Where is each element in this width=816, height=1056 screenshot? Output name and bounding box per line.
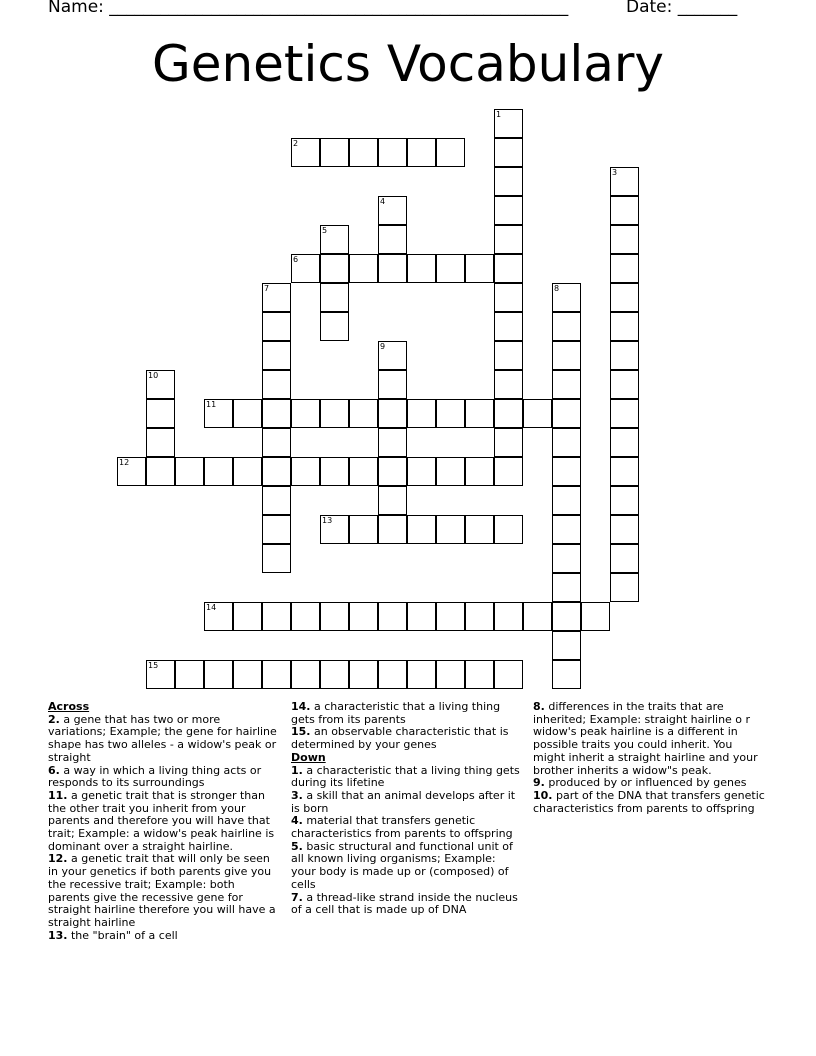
clue-item [291, 815, 523, 840]
clue-item-text: produced by or influenced by genes [544, 776, 747, 790]
across-clue-list [48, 714, 280, 943]
clue-item-text: an observable characteristic that is determined by your genes [291, 725, 509, 752]
clue-number: 1 [496, 110, 502, 119]
grid-cell[interactable] [552, 457, 581, 486]
grid-cell[interactable] [146, 399, 175, 428]
grid-cell[interactable] [436, 138, 465, 167]
grid-cell[interactable] [552, 573, 581, 602]
grid-cell[interactable] [552, 312, 581, 341]
grid-cell[interactable] [146, 660, 175, 689]
grid-cell[interactable] [233, 457, 262, 486]
grid-cell[interactable] [378, 515, 407, 544]
grid-cell[interactable] [378, 138, 407, 167]
grid-cell[interactable] [552, 283, 581, 312]
clue-item-text: part of the DNA that transfers genetic characteristics from parents to offspring [533, 788, 765, 815]
down-clue-list [291, 765, 523, 917]
grid-cell[interactable] [407, 602, 436, 631]
clue-item [48, 853, 280, 929]
grid-cell[interactable] [465, 602, 494, 631]
grid-cell[interactable] [262, 312, 291, 341]
grid-cell[interactable] [378, 399, 407, 428]
grid-cell[interactable] [494, 602, 523, 631]
clue-item-number: 10. [533, 788, 553, 802]
grid-cell[interactable] [494, 283, 523, 312]
grid-cell[interactable] [610, 254, 639, 283]
grid-cell[interactable] [233, 399, 262, 428]
grid-cell[interactable] [291, 457, 320, 486]
grid-cell[interactable] [204, 399, 233, 428]
grid-cell[interactable] [349, 254, 378, 283]
clue-item-text: a skill that an animal develops after it is born [291, 788, 516, 815]
clue-item [48, 765, 280, 790]
grid-cell[interactable] [117, 457, 146, 486]
grid-cell[interactable] [407, 138, 436, 167]
grid-cell[interactable] [610, 515, 639, 544]
name-field: Name: ______________________________________________________ [48, 0, 569, 17]
grid-cell[interactable] [552, 660, 581, 689]
grid-cell[interactable] [349, 138, 378, 167]
grid-cell[interactable] [175, 660, 204, 689]
grid-cell[interactable] [436, 660, 465, 689]
grid-cell[interactable] [262, 457, 291, 486]
clue-number: 15 [148, 661, 159, 670]
grid-cell[interactable] [320, 225, 349, 254]
grid-cell[interactable] [291, 254, 320, 283]
grid-cell[interactable] [494, 225, 523, 254]
grid-cell[interactable] [320, 457, 349, 486]
clue-item-number: 13. [48, 928, 68, 942]
grid-cell[interactable] [494, 109, 523, 138]
clue-number: 2 [293, 139, 299, 148]
grid-cell[interactable] [610, 544, 639, 573]
grid-cell[interactable] [436, 399, 465, 428]
grid-cell[interactable] [262, 399, 291, 428]
grid-cell[interactable] [262, 544, 291, 573]
grid-cell[interactable] [262, 515, 291, 544]
date-field: Date: _______ [626, 0, 738, 17]
grid-cell[interactable] [320, 660, 349, 689]
page-title: Genetics Vocabulary [151, 35, 665, 93]
clue-number: 4 [380, 197, 386, 206]
clue-item [291, 790, 523, 815]
grid-cell[interactable] [610, 225, 639, 254]
clue-item [48, 714, 280, 765]
clue-item-number: 12. [48, 852, 68, 866]
clue-item-text: a characteristic that a living thing gets during its lifetine [291, 763, 520, 790]
grid-cell[interactable] [262, 370, 291, 399]
across-heading: Across [48, 700, 90, 713]
clue-number: 9 [380, 342, 386, 351]
grid-cell[interactable] [320, 138, 349, 167]
grid-cell[interactable] [349, 457, 378, 486]
grid-cell[interactable] [291, 399, 320, 428]
grid-cell[interactable] [146, 428, 175, 457]
grid-cell[interactable] [610, 486, 639, 515]
grid-cell[interactable] [552, 515, 581, 544]
grid-cell[interactable] [349, 515, 378, 544]
grid-cell[interactable] [581, 602, 610, 631]
grid-cell[interactable] [262, 341, 291, 370]
grid-cell[interactable] [146, 370, 175, 399]
clue-number: 8 [554, 284, 560, 293]
grid-cell[interactable] [494, 312, 523, 341]
grid-cell[interactable] [378, 602, 407, 631]
grid-cell[interactable] [494, 370, 523, 399]
grid-cell[interactable] [204, 457, 233, 486]
grid-cell[interactable] [175, 457, 204, 486]
grid-cell[interactable] [146, 457, 175, 486]
grid-cell[interactable] [552, 399, 581, 428]
grid-cell[interactable] [378, 428, 407, 457]
grid-cell[interactable] [262, 486, 291, 515]
clue-item [533, 790, 765, 815]
clue-item-number: 5. [291, 839, 303, 853]
grid-cell[interactable] [349, 399, 378, 428]
grid-cell[interactable] [494, 138, 523, 167]
grid-cell[interactable] [610, 370, 639, 399]
grid-cell[interactable] [610, 167, 639, 196]
clue-item [533, 701, 765, 777]
grid-cell[interactable] [610, 399, 639, 428]
clue-item-number: 7. [291, 890, 303, 904]
grid-cell[interactable] [378, 225, 407, 254]
grid-cell[interactable] [262, 283, 291, 312]
grid-cell[interactable] [407, 515, 436, 544]
grid-cell[interactable] [349, 660, 378, 689]
grid-cell[interactable] [494, 341, 523, 370]
grid-cell[interactable] [320, 283, 349, 312]
clue-item [291, 892, 523, 917]
grid-cell[interactable] [465, 254, 494, 283]
grid-cell[interactable] [552, 631, 581, 660]
grid-cell[interactable] [436, 515, 465, 544]
grid-cell[interactable] [262, 428, 291, 457]
grid-cell[interactable] [233, 660, 262, 689]
grid-cell[interactable] [320, 254, 349, 283]
clues-column-3 [533, 701, 765, 815]
clue-number: 11 [206, 400, 217, 409]
grid-cell[interactable] [291, 602, 320, 631]
grid-cell[interactable] [436, 457, 465, 486]
grid-cell[interactable] [465, 399, 494, 428]
grid-cell[interactable] [378, 370, 407, 399]
clue-number: 3 [612, 168, 618, 177]
clue-number: 12 [119, 458, 130, 467]
grid-cell[interactable] [378, 341, 407, 370]
grid-cell[interactable] [552, 602, 581, 631]
grid-cell[interactable] [262, 602, 291, 631]
clue-item-number: 4. [291, 814, 303, 828]
grid-cell[interactable] [436, 254, 465, 283]
clue-item-text: basic structural and functional unit of all known living organisms; Example: your body is made up or (composed) of cells [291, 839, 513, 891]
clue-item [291, 765, 523, 790]
grid-cell[interactable] [407, 457, 436, 486]
clue-item [291, 841, 523, 892]
grid-cell[interactable] [407, 660, 436, 689]
grid-cell[interactable] [320, 602, 349, 631]
clue-number: 14 [206, 603, 217, 612]
grid-cell[interactable] [610, 341, 639, 370]
grid-cell[interactable] [610, 196, 639, 225]
clue-item-text: a thread-like strand inside the nucleus of a cell that is made up of DNA [291, 890, 518, 917]
grid-cell[interactable] [465, 660, 494, 689]
grid-cell[interactable] [204, 660, 233, 689]
grid-cell[interactable] [494, 254, 523, 283]
clue-item-text: a gene that has two or more variations; Example; the gene for hairline shape has two alleles - a widow's peak or straight [48, 712, 277, 764]
grid-cell[interactable] [320, 312, 349, 341]
grid-cell[interactable] [610, 428, 639, 457]
clue-number: 10 [148, 371, 159, 380]
grid-cell[interactable] [291, 660, 320, 689]
grid-cell[interactable] [320, 399, 349, 428]
clue-item-number: 9. [533, 776, 545, 790]
down-heading: Down [291, 750, 326, 764]
clue-item-number: 6. [48, 763, 60, 777]
clue-item-text: a characteristic that a living thing gets from its parents [291, 700, 501, 726]
grid-cell[interactable] [262, 660, 291, 689]
clue-number: 7 [264, 284, 270, 293]
grid-cell[interactable] [552, 428, 581, 457]
grid-cell[interactable] [494, 399, 523, 428]
clue-item-text: a way in which a living thing acts or responds to its surroundings [48, 763, 262, 790]
clue-item-text: a genetic trait that will only be seen in your genetics if both parents give you the recessive trait; Example: both parents give the recessive gene for straight hairline therefore you will have a straight hairline [48, 852, 276, 929]
clue-item-number: 15. [291, 725, 311, 739]
grid-cell[interactable] [349, 602, 378, 631]
grid-cell[interactable] [523, 399, 552, 428]
grid-cell[interactable] [233, 602, 262, 631]
grid-cell[interactable] [320, 515, 349, 544]
clue-item-text: a genetic trait that is stronger than the other trait you inherit from your parents and therefore you will have that trait; Example: a widow's peak hairline is dominant over a straight hairline. [48, 788, 275, 853]
grid-cell[interactable] [465, 515, 494, 544]
clue-item [291, 726, 523, 751]
grid-cell[interactable] [204, 602, 233, 631]
grid-cell[interactable] [378, 457, 407, 486]
grid-cell[interactable] [494, 196, 523, 225]
grid-cell[interactable] [552, 486, 581, 515]
clue-item-text: differences in the traits that are inherited; Example: straight hairline o r widow's peak hairline is a different in possible traits you could inherit. You might inherit a straight hairline and your brother inherits a widow"s peak. [533, 700, 758, 777]
grid-cell[interactable] [436, 602, 465, 631]
clues-column-1 [48, 701, 280, 942]
grid-cell[interactable] [291, 138, 320, 167]
grid-cell[interactable] [494, 660, 523, 689]
grid-cell[interactable] [378, 254, 407, 283]
grid-cell[interactable] [610, 457, 639, 486]
clue-number: 6 [293, 255, 299, 264]
grid-cell[interactable] [552, 544, 581, 573]
clue-item-number: 2. [48, 712, 60, 726]
clue-number: 13 [322, 516, 333, 525]
clue-item [48, 790, 280, 854]
grid-cell[interactable] [552, 370, 581, 399]
clue-item-number: 3. [291, 788, 303, 802]
grid-cell[interactable] [378, 486, 407, 515]
grid-cell[interactable] [407, 254, 436, 283]
grid-cell[interactable] [494, 515, 523, 544]
clue-item-number: 11. [48, 788, 68, 802]
clue-number: 5 [322, 226, 328, 235]
grid-cell[interactable] [552, 341, 581, 370]
clue-item-number: 1. [291, 763, 303, 777]
grid-cell[interactable] [610, 283, 639, 312]
grid-cell[interactable] [378, 660, 407, 689]
clue-item-number: 8. [533, 700, 545, 713]
clue-item [291, 701, 523, 726]
clue-item-text: material that transfers genetic characteristics from parents to offspring [291, 814, 513, 841]
down-clue-list-continued [533, 701, 765, 815]
grid-cell[interactable] [378, 196, 407, 225]
clue-item-text: the "brain" of a cell [67, 928, 178, 942]
clue-item-number: 14. [291, 700, 311, 713]
clue-item [48, 930, 280, 943]
grid-cell[interactable] [610, 312, 639, 341]
grid-cell[interactable] [465, 457, 494, 486]
grid-cell[interactable] [494, 428, 523, 457]
across-clue-list-continued [291, 701, 523, 752]
grid-cell[interactable] [407, 399, 436, 428]
grid-cell[interactable] [494, 457, 523, 486]
clues-column-2 [291, 701, 523, 917]
grid-cell[interactable] [494, 167, 523, 196]
grid-cell[interactable] [610, 573, 639, 602]
grid-cell[interactable] [523, 602, 552, 631]
